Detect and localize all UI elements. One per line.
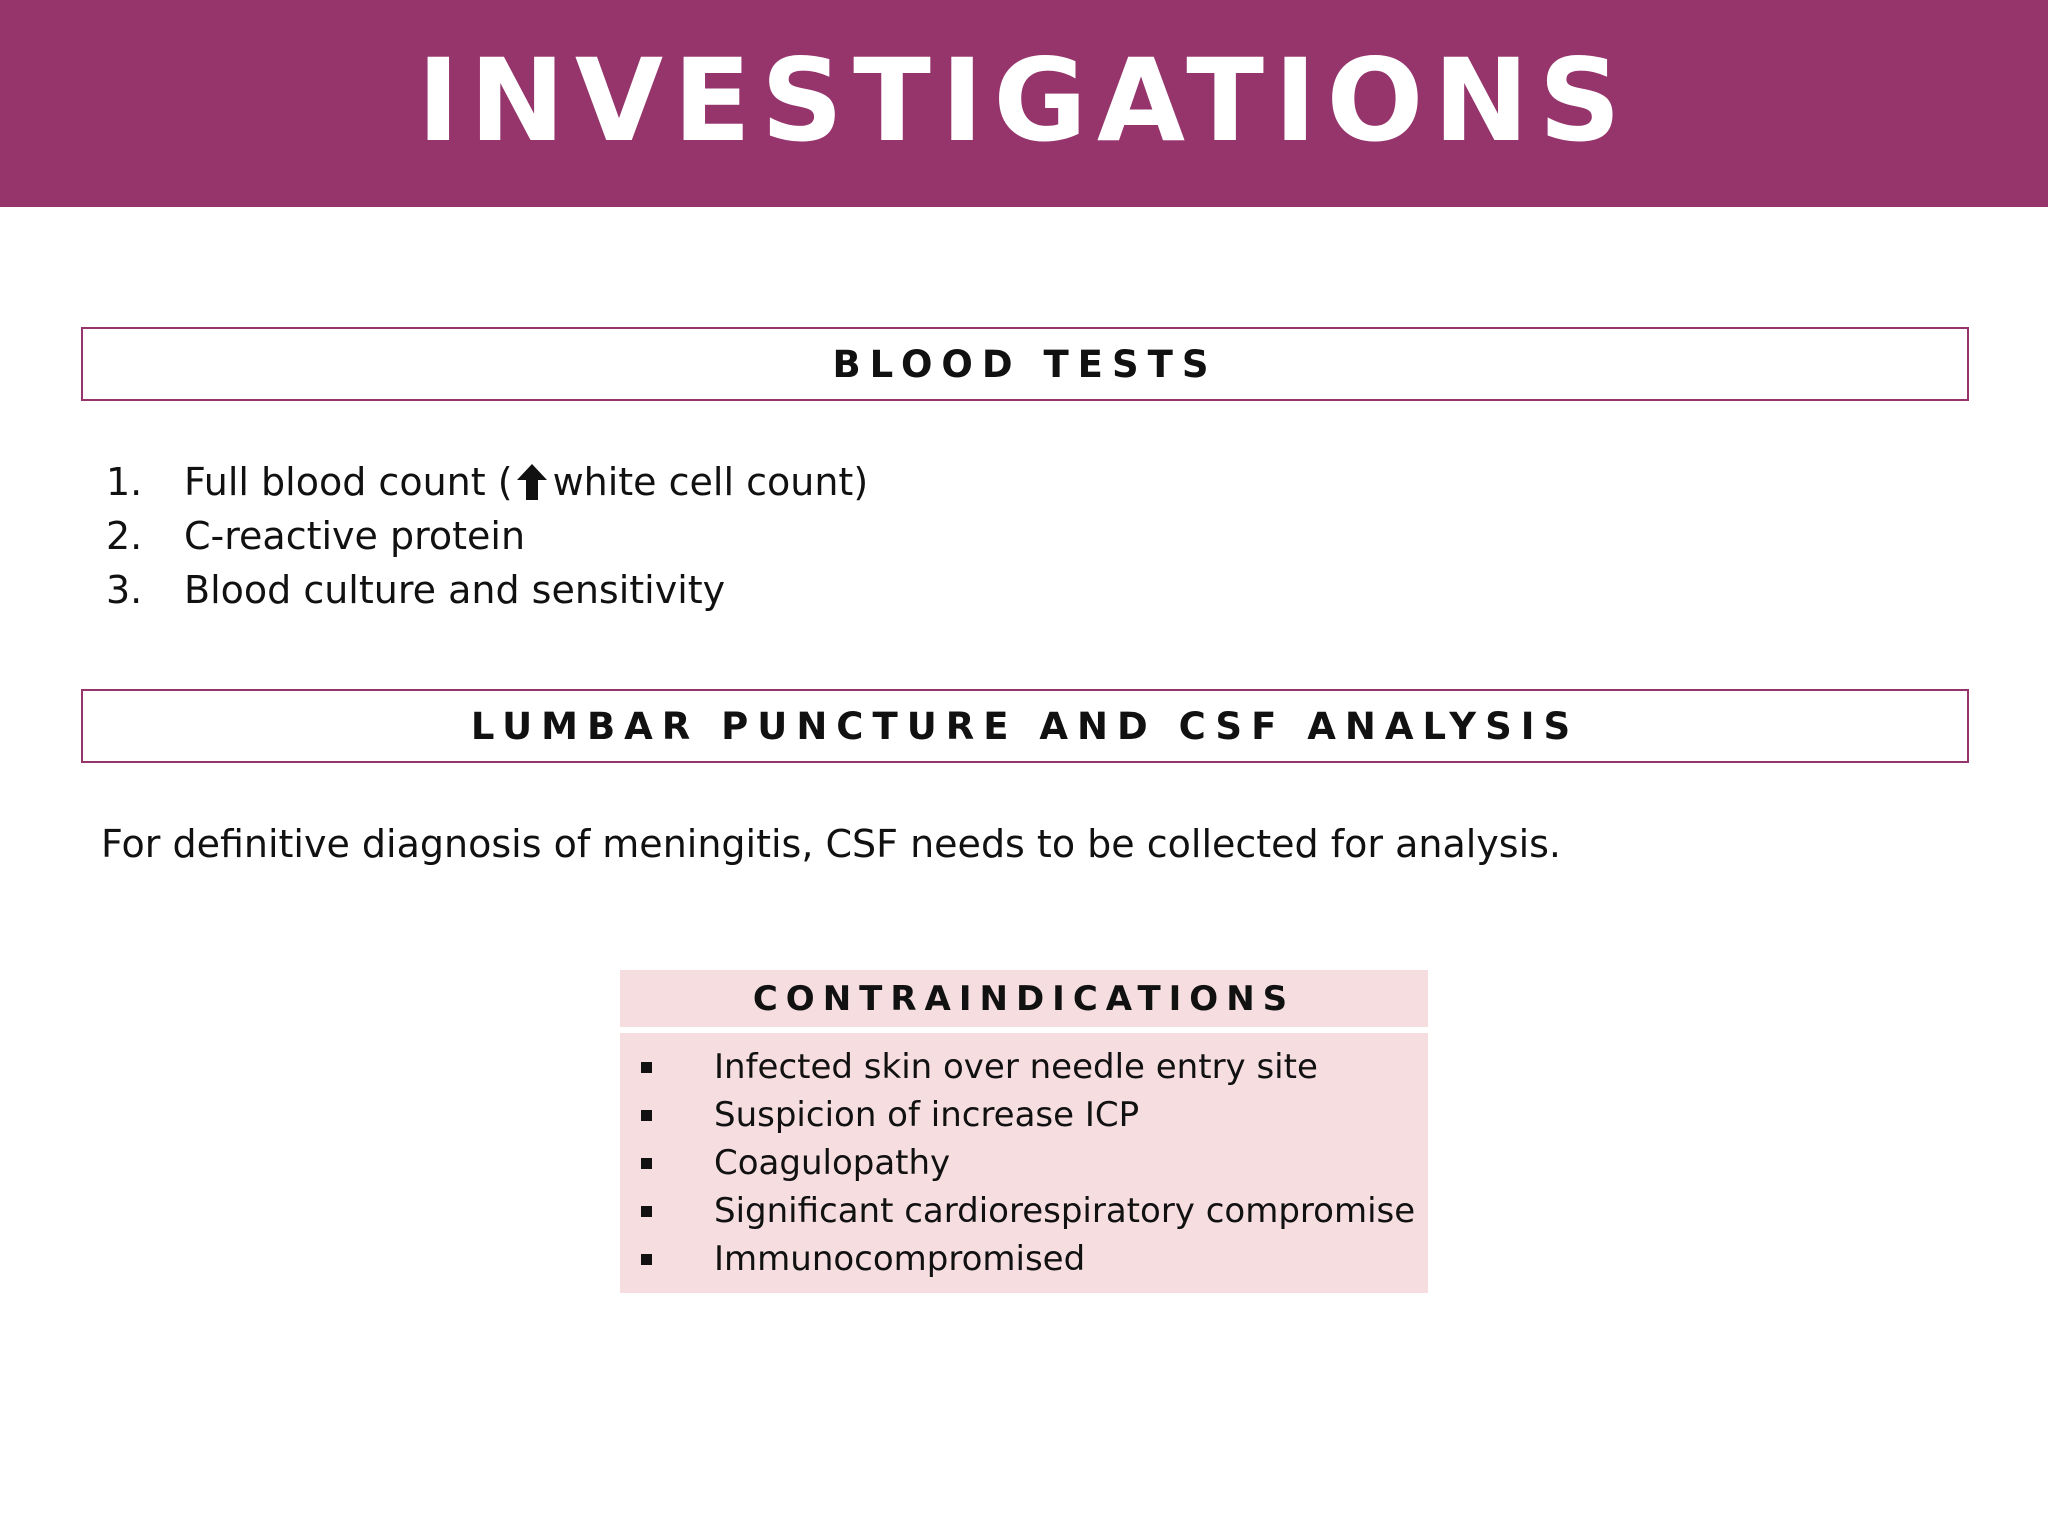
list-item-text: Blood culture and sensitivity bbox=[184, 568, 726, 612]
list-item-text: Suspicion of increase ICP bbox=[714, 1095, 1140, 1135]
square-bullet-icon bbox=[641, 1206, 652, 1217]
contraindications-box bbox=[620, 970, 1428, 1293]
lumbar-puncture-header bbox=[81, 689, 1969, 763]
blood-tests-list bbox=[106, 455, 868, 617]
list-item bbox=[620, 1043, 1415, 1091]
square-bullet-icon bbox=[641, 1110, 652, 1121]
blood-tests-heading: BLOOD TESTS bbox=[832, 342, 1218, 386]
list-item-text: C-reactive protein bbox=[184, 514, 526, 558]
blood-tests-header bbox=[81, 327, 1969, 401]
list-item bbox=[620, 1187, 1415, 1235]
lumbar-puncture-heading: LUMBAR PUNCTURE AND CSF ANALYSIS bbox=[470, 704, 1580, 748]
list-item-text: Immunocompromised bbox=[714, 1239, 1086, 1279]
list-item bbox=[106, 563, 868, 617]
square-bullet-icon bbox=[641, 1254, 652, 1265]
list-item-text-after: white cell count) bbox=[552, 460, 869, 504]
list-item bbox=[106, 455, 868, 509]
list-item-text: Significant cardiorespiratory compromise bbox=[714, 1191, 1416, 1231]
square-bullet-icon bbox=[641, 1062, 652, 1073]
list-item bbox=[620, 1235, 1415, 1283]
up-arrow-icon bbox=[515, 462, 549, 502]
list-item-text: Infected skin over needle entry site bbox=[714, 1047, 1318, 1087]
title-bar bbox=[0, 0, 2048, 207]
contraindications-header bbox=[620, 970, 1428, 1033]
csf-paragraph: For definitive diagnosis of meningitis, CSF needs to be collected for analysis. bbox=[101, 822, 1562, 866]
contraindications-list bbox=[620, 1043, 1415, 1283]
list-number: 3. bbox=[106, 568, 143, 612]
contraindications-heading: CONTRAINDICATIONS bbox=[752, 978, 1296, 1019]
list-number: 2. bbox=[106, 514, 143, 558]
list-item bbox=[620, 1091, 1415, 1139]
list-item bbox=[106, 509, 868, 563]
square-bullet-icon bbox=[641, 1158, 652, 1169]
list-item-text: Coagulopathy bbox=[714, 1143, 951, 1183]
list-item-text-before: Full blood count ( bbox=[184, 460, 513, 504]
list-item bbox=[620, 1139, 1415, 1187]
page-title: INVESTIGATIONS bbox=[417, 33, 1631, 167]
list-number: 1. bbox=[106, 460, 143, 504]
